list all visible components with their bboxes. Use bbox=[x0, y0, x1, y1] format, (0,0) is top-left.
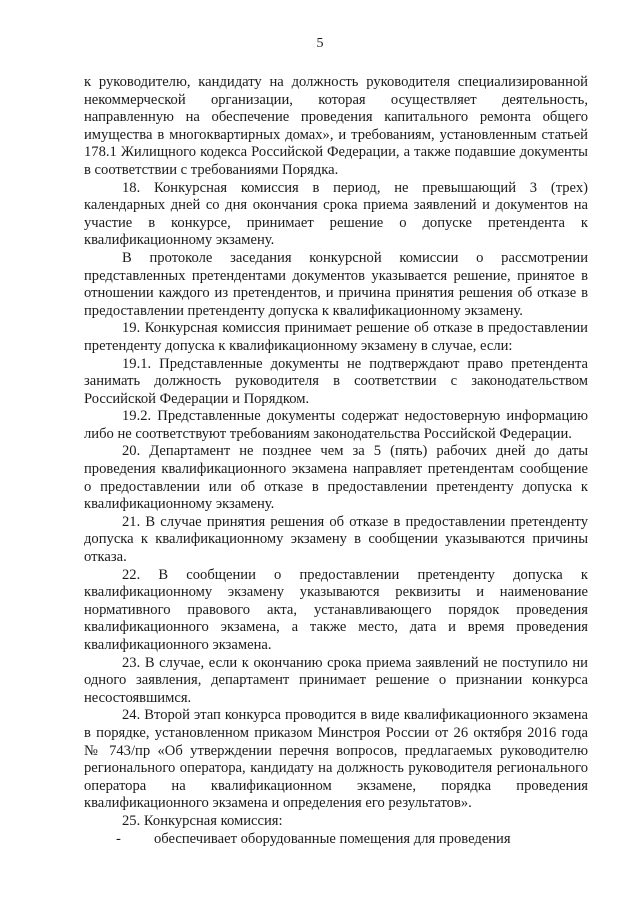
list-item bbox=[84, 831, 588, 849]
document-body bbox=[84, 74, 588, 848]
paragraph-23: 23. В случае, если к окончанию срока приема заявлений не поступило ни одного заявления, департамент принимает решение о признании конкурса несостоявшимся. bbox=[84, 654, 588, 706]
paragraph-24: 24. Второй этап конкурса проводится в виде квалификационного экзамена в порядке, установленном приказом Минстроя России от 26 октября 2016 года № 743/пр «Об утверждении перечня вопросов, предлагаемых руководителю регионального оператора, кандидату на должность руководителя регионального оператора на квалификационном экзамене, порядка проведения квалификационного экзамена и определения его результатов». bbox=[84, 707, 588, 812]
paragraph-18: 18. Конкурсная комиссия в период, не превышающий 3 (трех) календарных дней со дня окончания срока приема заявлений и документов на участие в конкурсе, принимает решение о допуске претендента к квалификационному экзамену. bbox=[84, 179, 588, 249]
page-number: 5 bbox=[316, 36, 324, 51]
paragraph-19: 19. Конкурсная комиссия принимает решение об отказе в предоставлении претенденту допуска к квалификационному экзамену в случае, если: bbox=[84, 320, 588, 354]
paragraph-20: 20. Департамент не позднее чем за 5 (пять) рабочих дней до даты проведения квалификационного экзамена направляет претендентам сообщение о предоставлении или об отказе в предоставлении претенденту допуска к квалификационному экзамену. bbox=[84, 443, 588, 513]
paragraph-22: 22. В сообщении о предоставлении претенденту допуска к квалификационному экзамену указываются реквизиты и наименование нормативного правового акта, устанавливающего порядок проведения квалификационного экзамена, а также место, дата и время проведения квалификационного экзамена. bbox=[84, 566, 588, 653]
list-bullet: - bbox=[116, 830, 121, 847]
paragraph-19-2: 19.2. Представленные документы содержат недостоверную информацию либо не соответствуют требованиям законодательства Российской Федерации. bbox=[84, 408, 588, 442]
paragraph-protocol: В протоколе заседания конкурсной комиссии о рассмотрении представленных претендентами документов указывается решение, принятое в отношении каждого из претендентов, и причина принятия решения об отказе в предоставлении претенденту допуска к квалификационному экзамену. bbox=[84, 249, 588, 319]
paragraph-25: 25. Конкурсная комиссия: bbox=[122, 812, 283, 829]
paragraph-continuation: к руководителю, кандидату на должность руководителя специализированной некоммерческой организации, которая осуществляет деятельность, направленную на обеспечение проведения капитального ремонта общего имущества в многоквартирных домах», и требованиям, установленным статьей 178.1 Жилищного кодекса Российской Федерации, а также подавшие документы в соответствии с требованиями Порядка. bbox=[84, 74, 588, 178]
list-item-text: обеспечивает оборудованные помещения для проведения bbox=[154, 830, 511, 847]
paragraph-21: 21. В случае принятия решения об отказе в предоставлении претенденту допуска к квалификационному экзамену в сообщении указываются причины отказа. bbox=[84, 513, 588, 566]
paragraph-19-1: 19.1. Представленные документы не подтверждают право претендента занимать должность руководителя в соответствии с законодательством Российской Федерации и Порядком. bbox=[84, 355, 588, 407]
